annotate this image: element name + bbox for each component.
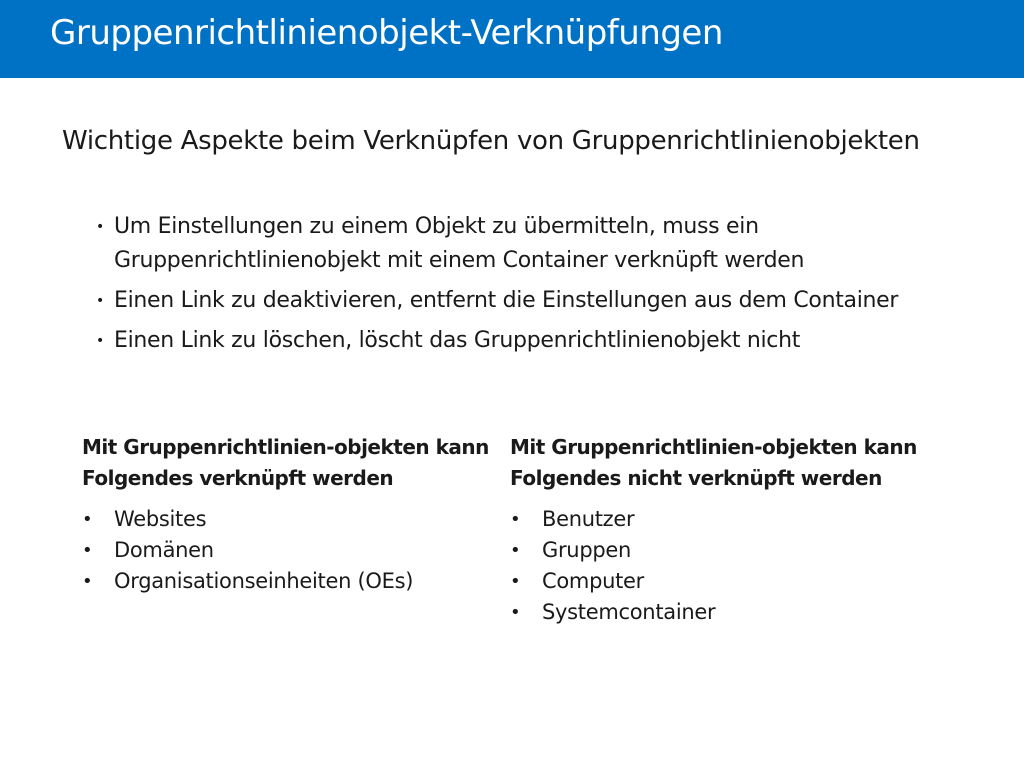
bullet-item (96, 210, 976, 278)
bullet-dot-icon: • (510, 540, 521, 561)
bullet-dot-icon: • (510, 509, 521, 530)
bullet-dot-icon: • (82, 509, 93, 530)
list-item-text: Computer (542, 569, 644, 593)
non-linkable-list (510, 504, 920, 628)
linkable-heading: Mit Gruppenrichtlinien-objekten kann Folgendes verknüpft werden (82, 435, 489, 490)
bullet-dot-icon: • (510, 571, 521, 592)
list-item-text: Domänen (114, 538, 214, 562)
list-item (510, 535, 920, 566)
list-item (82, 566, 492, 597)
list-item (82, 535, 492, 566)
bullet-item (96, 284, 976, 318)
bullet-text: Einen Link zu deaktivieren, entfernt die Einstellungen aus dem Container (114, 288, 899, 313)
list-item (82, 504, 492, 535)
non-linkable-heading: Mit Gruppenrichtlinien-objekten kann Folgendes nicht verknüpft werden (510, 435, 917, 490)
bullet-dot-icon: • (82, 571, 93, 592)
bullet-dot-icon: • (510, 602, 521, 623)
bullet-text: Um Einstellungen zu einem Objekt zu übermitteln, muss ein Gruppenrichtlinienobjekt mit einem Container verknüpft werden (114, 214, 805, 273)
bullet-text: Einen Link zu löschen, löscht das Gruppenrichtlinienobjekt nicht (114, 328, 801, 353)
bullet-dot-icon: • (96, 219, 104, 235)
list-item-text: Websites (114, 507, 207, 531)
bullet-dot-icon: • (82, 540, 93, 561)
list-item (510, 597, 920, 628)
list-item-text: Benutzer (542, 507, 635, 531)
bullet-item (96, 324, 976, 358)
list-item (510, 566, 920, 597)
bullet-list (96, 210, 976, 364)
linkable-list (82, 504, 492, 597)
section-heading: Wichtige Aspekte beim Verknüpfen von Gruppenrichtlinienobjekten (62, 126, 920, 156)
bullet-dot-icon: • (96, 333, 104, 349)
list-item-text: Gruppen (542, 538, 632, 562)
list-item-text: Organisationseinheiten (OEs) (114, 569, 414, 593)
linkable-column (82, 432, 492, 597)
slide-title: Gruppenrichtlinienobjekt-Verknüpfungen (50, 13, 723, 53)
list-item-text: Systemcontainer (542, 600, 716, 624)
bullet-dot-icon: • (96, 293, 104, 309)
non-linkable-column (510, 432, 920, 628)
list-item (510, 504, 920, 535)
